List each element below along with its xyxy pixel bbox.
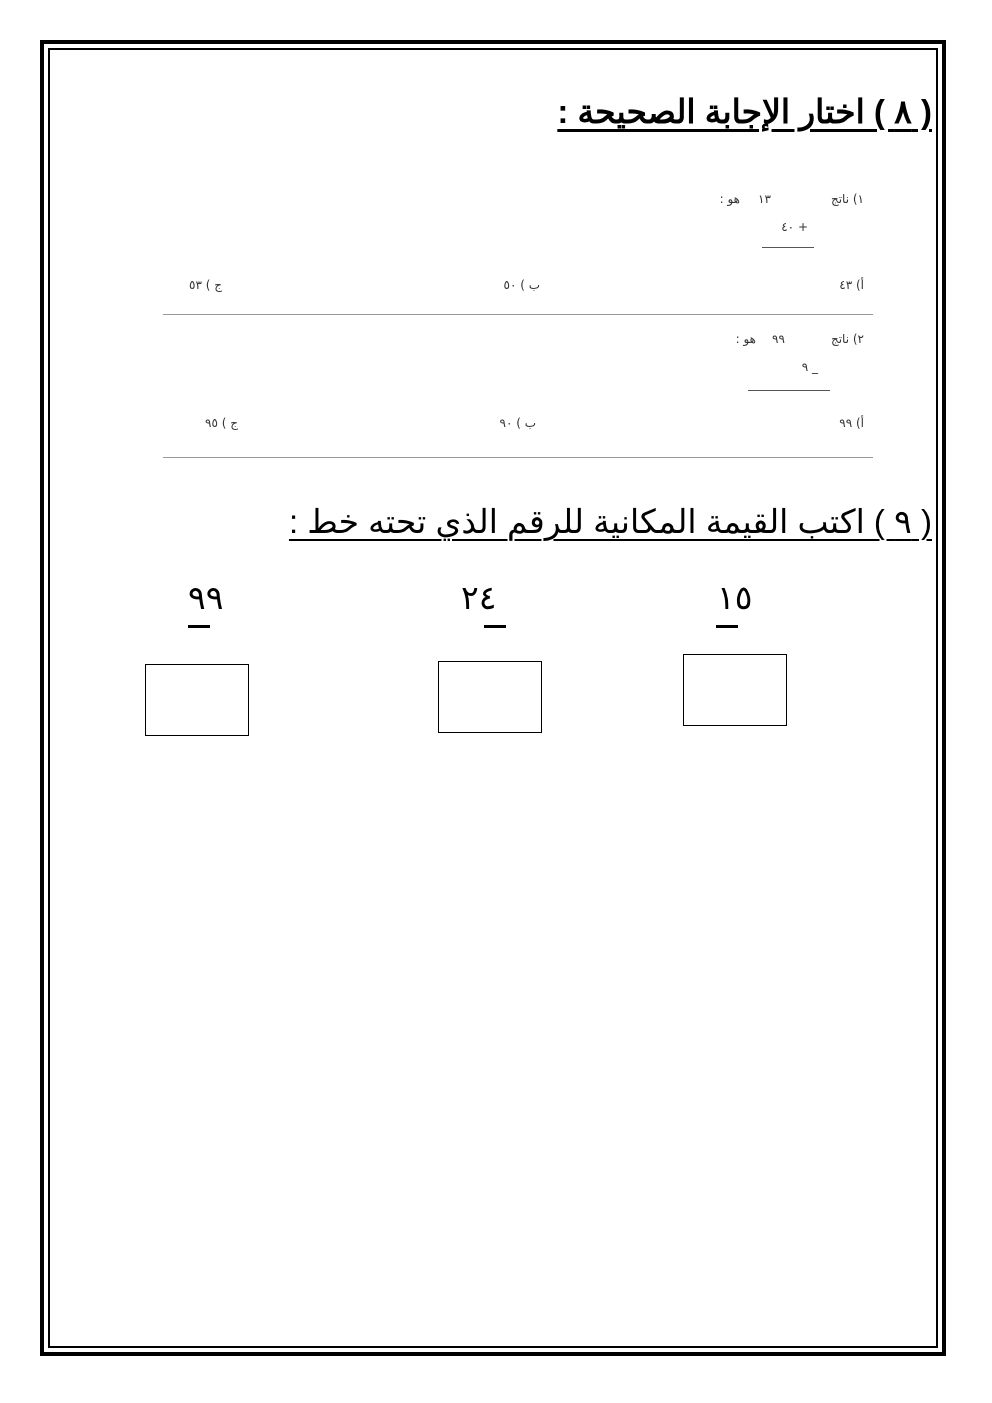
divider [163, 457, 873, 458]
underline-mark [484, 625, 506, 628]
number-2: ٢٤ [461, 578, 497, 617]
q1-option-b[interactable]: ب ) ٥٠ [503, 278, 540, 292]
q1-operand1: ١٣ [758, 192, 771, 206]
underline-mark [188, 625, 210, 628]
q2-difference-line [748, 390, 830, 391]
section-8-title: ( ٨ ) اختار الإجابة الصحيحة : [557, 93, 932, 130]
answer-box-1[interactable] [683, 654, 787, 726]
q1-option-a[interactable]: أ) ٤٣ [839, 278, 864, 292]
q2-option-c[interactable]: ج ) ٩٥ [205, 416, 238, 430]
section-9-title: ( ٩ ) اكتب القيمة المكانية للرقم الذي تحته خط : [288, 503, 932, 540]
q2-operand2: _ ٩ [801, 360, 818, 374]
answer-box-2[interactable] [438, 661, 542, 733]
number-1: ١٥ [717, 578, 753, 617]
q1-operand2: + ٤٠ [781, 220, 808, 234]
answer-box-3[interactable] [145, 664, 249, 736]
q2-stem: ٢) ناتج [830, 332, 864, 346]
divider [163, 314, 873, 315]
q1-stem: ١) ناتج [830, 192, 864, 206]
q2-option-b[interactable]: ب ) ٩٠ [499, 416, 536, 430]
q2-is-label: هو : [735, 332, 756, 346]
q2-operand1: ٩٩ [772, 332, 785, 346]
underline-mark [716, 625, 738, 628]
q1-option-c[interactable]: ج ) ٥٣ [189, 278, 222, 292]
q2-option-a[interactable]: أ) ٩٩ [839, 416, 864, 430]
q1-sum-line [762, 247, 814, 248]
q1-is-label: هو : [719, 192, 740, 206]
number-3: ٩٩ [188, 578, 224, 617]
